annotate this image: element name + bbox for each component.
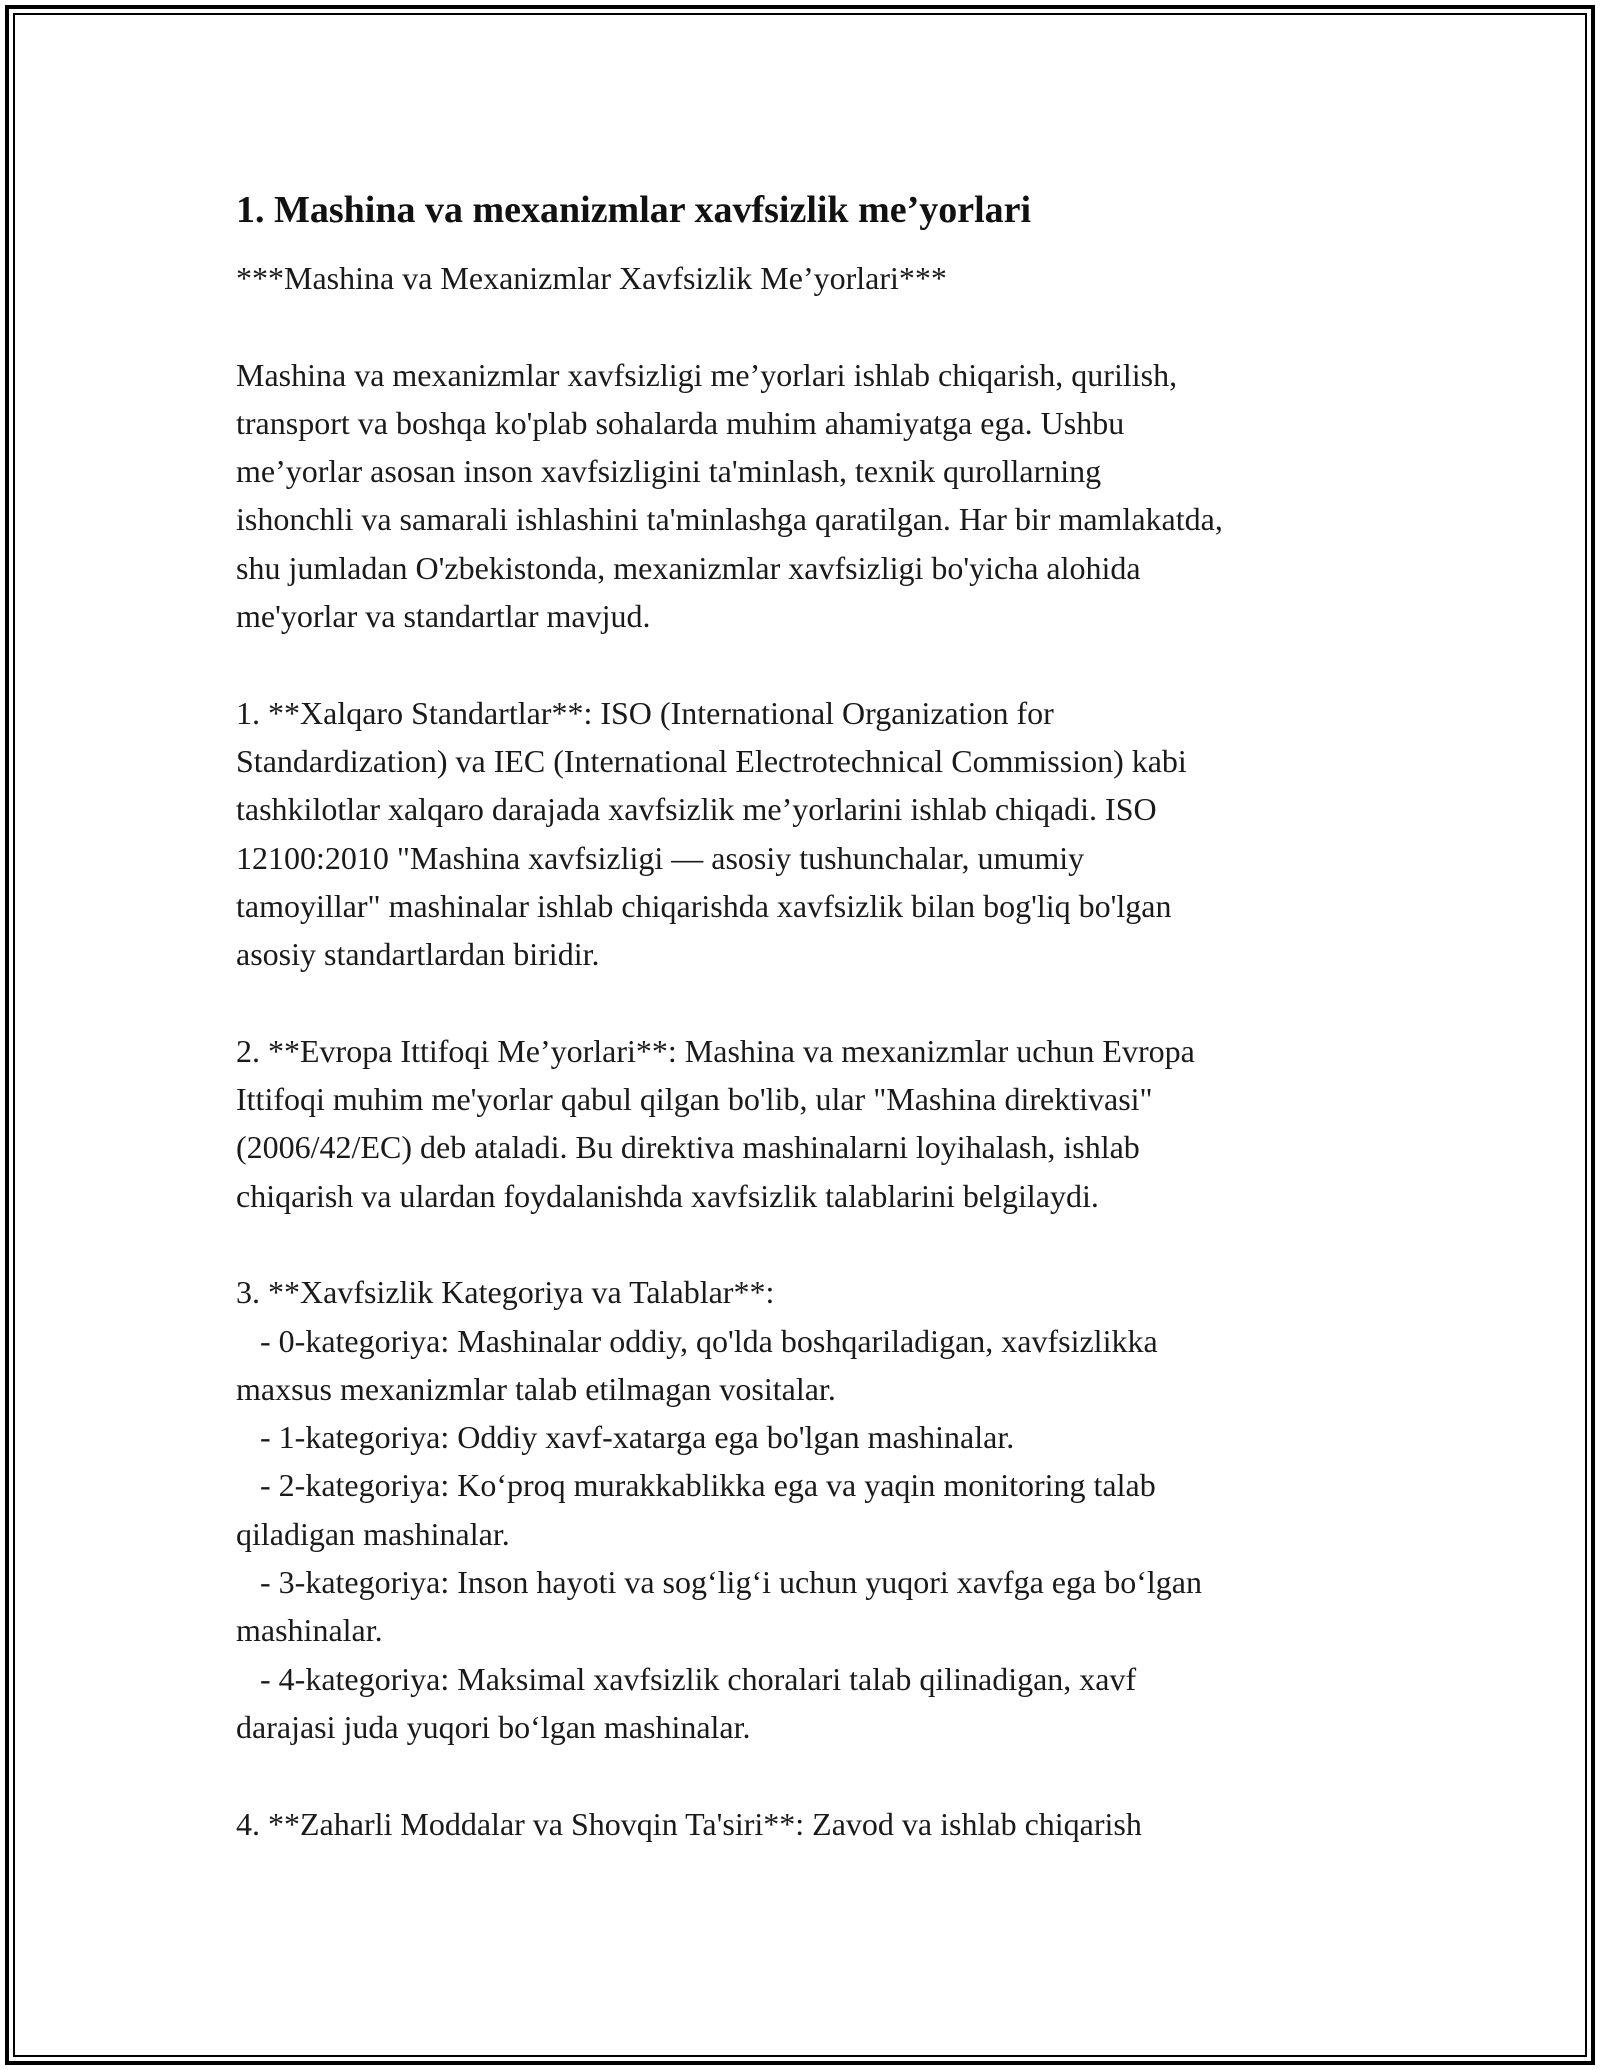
subtitle: ***Mashina va Mexanizmlar Xavfsizlik Me’yorlari***: [236, 260, 947, 296]
list-item-line: maxsus mexanizmlar talab etilmagan vositalar.: [236, 1370, 836, 1407]
paragraph-international-standards: [236, 689, 1376, 979]
paragraph-line: ishonchli va samarali ishlashini ta'minlashga qaratilgan. Har bir mamlakatda,: [236, 501, 1223, 538]
list-item-line: - 0-kategoriya: Mashinalar oddiy, qo'lda boshqariladigan, xavfsizlikka: [236, 1322, 1158, 1359]
paragraph-line: chiqarish va ulardan foydalanishda xavfsizlik talablarini belgilaydi.: [236, 1177, 1099, 1214]
paragraph-gap: [236, 978, 1376, 1026]
paragraph-toxic-substances: [236, 1800, 1376, 1848]
paragraph-eu-norms: [236, 1027, 1376, 1220]
paragraph-gap: [236, 302, 1376, 350]
paragraph-gap: [236, 1220, 1376, 1268]
paragraph-line: me'yorlar va standartlar mavjud.: [236, 598, 651, 635]
paragraph-line: 1. **Xalqaro Standartlar**: ISO (International Organization for: [236, 694, 1054, 731]
list-item-line: mashinalar.: [236, 1612, 383, 1649]
paragraph-line: 4. **Zaharli Moddalar va Shovqin Ta'siri**: Zavod va ishlab chiqarish: [236, 1805, 1142, 1842]
paragraph-line: Mashina va mexanizmlar xavfsizligi me’yorlari ishlab chiqarish, qurilish,: [236, 356, 1178, 393]
list-item-line: - 4-kategoriya: Maksimal xavfsizlik choralari talab qilinadigan, xavf: [236, 1660, 1137, 1697]
list-item-line: qiladigan mashinalar.: [236, 1515, 510, 1552]
paragraph-line: shu jumladan O'zbekistonda, mexanizmlar xavfsizligi bo'yicha alohida: [236, 549, 1141, 586]
paragraph-line: 12100:2010 "Mashina xavfsizligi — asosiy tushunchalar, umumiy: [236, 839, 1085, 876]
list-item-line: darajasi juda yuqori bo‘lgan mashinalar.: [236, 1708, 751, 1745]
list-item-line: - 2-kategoriya: Ko‘proq murakkablikka ega va yaqin monitoring talab: [236, 1467, 1156, 1504]
paragraph-line: tamoyillar" mashinalar ishlab chiqarishda xavfsizlik bilan bog'liq bo'lgan: [236, 887, 1172, 924]
paragraph-line: transport va boshqa ko'plab sohalarda muhim ahamiyatga ega. Ushbu: [236, 404, 1125, 441]
page-title: 1. Mashina va mexanizmlar xavfsizlik me’yorlari: [236, 189, 1032, 231]
paragraph-line: tashkilotlar xalqaro darajada xavfsizlik me’yorlarini ishlab chiqadi. ISO: [236, 791, 1157, 828]
list-item-line: - 3-kategoriya: Inson hayoti va sog‘lig‘i uchun yuqori xavfga ega bo‘lgan: [236, 1564, 1202, 1601]
list-item-line: - 1-kategoriya: Oddiy xavf-xatarga ega bo'lgan mashinalar.: [236, 1419, 1015, 1456]
paragraph-safety-categories: [236, 1268, 1376, 1751]
paragraph-line: 2. **Evropa Ittifoqi Me’yorlari**: Mashina va mexanizmlar uchun Evropa: [236, 1032, 1195, 1069]
paragraph-line: me’yorlar asosan inson xavfsizligini ta'minlash, texnik qurollarning: [236, 453, 1102, 490]
paragraph-gap: [236, 640, 1376, 688]
paragraph-line: 3. **Xavfsizlik Kategoriya va Talablar**:: [236, 1274, 775, 1311]
paragraph-gap: [236, 1751, 1376, 1799]
paragraph-line: Ittifoqi muhim me'yorlar qabul qilgan bo'lib, ular "Mashina direktivasi": [236, 1081, 1153, 1118]
paragraph-line: asosiy standartlardan biridir.: [236, 936, 600, 973]
document-body: [236, 186, 1376, 1848]
paragraph-intro: [236, 351, 1376, 641]
paragraph-line: Standardization) va IEC (International Electrotechnical Commission) kabi: [236, 742, 1187, 779]
paragraph-line: (2006/42/EC) deb ataladi. Bu direktiva mashinalarni loyihalash, ishlab: [236, 1129, 1140, 1166]
